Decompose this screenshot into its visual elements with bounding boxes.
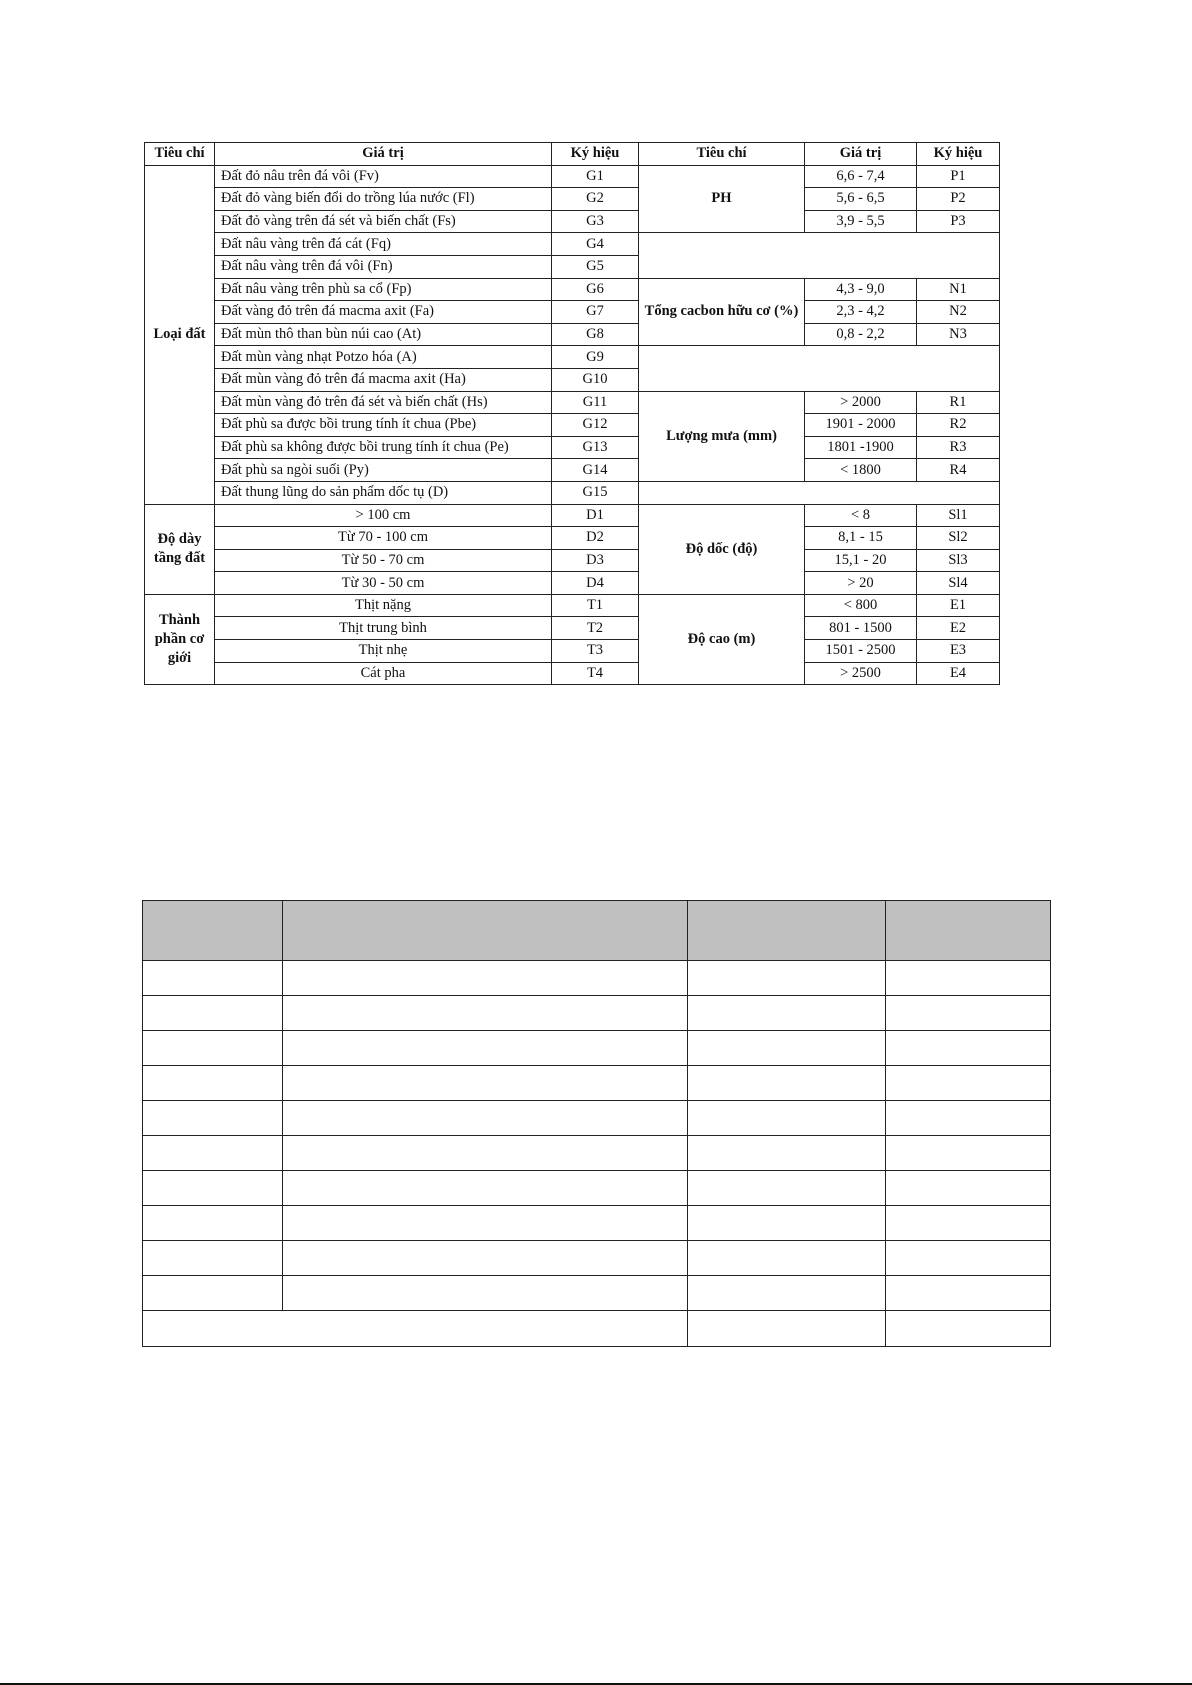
table-row	[143, 1031, 1051, 1066]
header-criteria-2: Tiêu chí	[639, 143, 805, 166]
cell-value: Đất thung lũng do sản phẩm dốc tụ (D)	[215, 481, 552, 504]
table-row	[145, 414, 1000, 437]
cell-code: G4	[552, 233, 639, 256]
table-cell	[688, 1101, 886, 1136]
table-row	[145, 459, 1000, 482]
table-cell	[886, 1171, 1051, 1206]
cell-code: Sl3	[917, 549, 1000, 572]
cell-code: R2	[917, 414, 1000, 437]
table-row	[143, 1171, 1051, 1206]
table-row	[145, 165, 1000, 188]
cell-value: < 1800	[805, 459, 917, 482]
header-cell	[143, 901, 283, 961]
cell-value: 801 - 1500	[805, 617, 917, 640]
table-cell	[143, 1311, 688, 1347]
table-row	[145, 391, 1000, 414]
cell-code: P2	[917, 188, 1000, 211]
table-row	[143, 1136, 1051, 1171]
table-cell	[143, 961, 283, 996]
blank-cell	[639, 233, 1000, 278]
cell-value: 5,6 - 6,5	[805, 188, 917, 211]
cell-value: > 20	[805, 572, 917, 595]
cell-code: D1	[552, 504, 639, 527]
table-row	[145, 527, 1000, 550]
header-cell	[688, 901, 886, 961]
cell-code: G8	[552, 323, 639, 346]
header-cell	[886, 901, 1051, 961]
cell-code: G3	[552, 210, 639, 233]
cell-code: E4	[917, 662, 1000, 685]
cell-value: Đất mùn vàng nhạt Potzo hóa (A)	[215, 346, 552, 369]
table-row	[143, 1206, 1051, 1241]
header-code-2: Ký hiệu	[917, 143, 1000, 166]
table-cell	[886, 1101, 1051, 1136]
cell-value: Thịt nặng	[215, 594, 552, 617]
cell-value: 0,8 - 2,2	[805, 323, 917, 346]
cell-code: G12	[552, 414, 639, 437]
cell-code: P1	[917, 165, 1000, 188]
table-cell	[886, 1276, 1051, 1311]
blank-cell	[639, 481, 1000, 504]
cell-code: G1	[552, 165, 639, 188]
cell-value: 1501 - 2500	[805, 640, 917, 663]
cell-code: G11	[552, 391, 639, 414]
cell-value: < 800	[805, 594, 917, 617]
table-row	[143, 961, 1051, 996]
cell-value: Từ 50 - 70 cm	[215, 549, 552, 572]
table-cell	[886, 1031, 1051, 1066]
table-cell	[688, 1276, 886, 1311]
cell-code: T1	[552, 594, 639, 617]
table-header-row	[143, 901, 1051, 961]
table-cell	[688, 1171, 886, 1206]
table-row	[145, 233, 1000, 256]
cell-value: Đất phù sa không được bồi trung tính ít chua (Pe)	[215, 436, 552, 459]
table-cell	[688, 1066, 886, 1101]
group-slope: Độ dốc (độ)	[639, 504, 805, 594]
empty-table	[142, 900, 1051, 1347]
table-row	[145, 617, 1000, 640]
cell-code: Sl1	[917, 504, 1000, 527]
table-row	[145, 572, 1000, 595]
cell-value: Thịt trung bình	[215, 617, 552, 640]
table-cell	[143, 1241, 283, 1276]
cell-code: G6	[552, 278, 639, 301]
cell-code: G15	[552, 481, 639, 504]
cell-value: > 2500	[805, 662, 917, 685]
table-cell	[688, 1311, 886, 1347]
cell-value: Đất nâu vàng trên đá cát (Fq)	[215, 233, 552, 256]
cell-code: N1	[917, 278, 1000, 301]
table-cell	[143, 1066, 283, 1101]
cell-value: 15,1 - 20	[805, 549, 917, 572]
cell-code: G14	[552, 459, 639, 482]
group-texture: Thành phần cơ giới	[145, 594, 215, 684]
cell-value: 6,6 - 7,4	[805, 165, 917, 188]
header-value-2: Giá trị	[805, 143, 917, 166]
table-row	[145, 504, 1000, 527]
cell-value: Đất phù sa được bồi trung tính ít chua (Pbe)	[215, 414, 552, 437]
cell-code: G9	[552, 346, 639, 369]
table-row	[145, 640, 1000, 663]
table-row	[145, 481, 1000, 504]
cell-code: G13	[552, 436, 639, 459]
cell-code: R1	[917, 391, 1000, 414]
header-code: Ký hiệu	[552, 143, 639, 166]
cell-code: G5	[552, 255, 639, 278]
table-header-row	[145, 143, 1000, 166]
table-row	[143, 1276, 1051, 1311]
cell-code: E3	[917, 640, 1000, 663]
cell-value: Đất đỏ nâu trên đá vôi (Fv)	[215, 165, 552, 188]
table-cell	[283, 1171, 688, 1206]
table-row	[145, 594, 1000, 617]
table-cell	[143, 1276, 283, 1311]
table-cell	[283, 1206, 688, 1241]
group-elevation: Độ cao (m)	[639, 594, 805, 684]
cell-value: < 8	[805, 504, 917, 527]
cell-code: T4	[552, 662, 639, 685]
table-cell	[688, 1241, 886, 1276]
cell-code: G10	[552, 368, 639, 391]
cell-value: Đất mùn vàng đỏ trên đá sét và biến chất (Hs)	[215, 391, 552, 414]
blank-cell	[639, 346, 1000, 391]
table-cell	[886, 996, 1051, 1031]
soil-criteria-table	[144, 142, 1000, 685]
cell-value: Từ 70 - 100 cm	[215, 527, 552, 550]
header-value: Giá trị	[215, 143, 552, 166]
cell-code: D3	[552, 549, 639, 572]
table-row	[145, 210, 1000, 233]
table-cell	[688, 961, 886, 996]
table-cell	[283, 996, 688, 1031]
table-row	[145, 188, 1000, 211]
table-cell	[143, 1101, 283, 1136]
cell-value: > 100 cm	[215, 504, 552, 527]
cell-code: Sl4	[917, 572, 1000, 595]
cell-code: G2	[552, 188, 639, 211]
cell-value: 1801 -1900	[805, 436, 917, 459]
table-cell	[283, 1031, 688, 1066]
table-cell	[886, 961, 1051, 996]
table-footer-row	[143, 1311, 1051, 1347]
cell-code: D2	[552, 527, 639, 550]
table-cell	[143, 1031, 283, 1066]
cell-code: E1	[917, 594, 1000, 617]
cell-code: P3	[917, 210, 1000, 233]
cell-value: Đất đỏ vàng trên đá sét và biến chất (Fs)	[215, 210, 552, 233]
table-cell	[886, 1241, 1051, 1276]
cell-code: E2	[917, 617, 1000, 640]
cell-value: 3,9 - 5,5	[805, 210, 917, 233]
cell-code: N2	[917, 301, 1000, 324]
table-row	[143, 996, 1051, 1031]
table-cell	[283, 1241, 688, 1276]
table-cell	[688, 1031, 886, 1066]
cell-code: T3	[552, 640, 639, 663]
group-carbon: Tổng cacbon hữu cơ (%)	[639, 278, 805, 346]
table-row	[143, 1066, 1051, 1101]
cell-value: 1901 - 2000	[805, 414, 917, 437]
cell-value: > 2000	[805, 391, 917, 414]
table-row	[145, 549, 1000, 572]
cell-code: R3	[917, 436, 1000, 459]
table-cell	[688, 996, 886, 1031]
cell-value: Đất đỏ vàng biến đổi do trồng lúa nước (Fl)	[215, 188, 552, 211]
table-row	[145, 301, 1000, 324]
cell-code: N3	[917, 323, 1000, 346]
table-cell	[283, 1101, 688, 1136]
cell-code: G7	[552, 301, 639, 324]
table-cell	[283, 1066, 688, 1101]
table-cell	[283, 961, 688, 996]
group-soil-type: Loại đất	[145, 165, 215, 504]
group-ph: PH	[639, 165, 805, 233]
table-cell	[688, 1136, 886, 1171]
table-cell	[143, 1206, 283, 1241]
table-row	[145, 278, 1000, 301]
cell-value: Đất mùn thô than bùn núi cao (At)	[215, 323, 552, 346]
table-cell	[143, 1171, 283, 1206]
cell-code: T2	[552, 617, 639, 640]
cell-value: Đất nâu vàng trên đá vôi (Fn)	[215, 255, 552, 278]
cell-value: Đất mùn vàng đỏ trên đá macma axit (Ha)	[215, 368, 552, 391]
cell-value: Từ 30 - 50 cm	[215, 572, 552, 595]
header-criteria: Tiêu chí	[145, 143, 215, 166]
table-cell	[688, 1206, 886, 1241]
table-row	[145, 436, 1000, 459]
table-row	[143, 1241, 1051, 1276]
table-cell	[283, 1276, 688, 1311]
group-rainfall: Lượng mưa (mm)	[639, 391, 805, 481]
cell-value: Thịt nhẹ	[215, 640, 552, 663]
cell-code: R4	[917, 459, 1000, 482]
table-row	[145, 323, 1000, 346]
cell-value: 4,3 - 9,0	[805, 278, 917, 301]
cell-value: Đất phù sa ngòi suối (Py)	[215, 459, 552, 482]
table-cell	[886, 1311, 1051, 1347]
cell-value: 8,1 - 15	[805, 527, 917, 550]
table-cell	[143, 996, 283, 1031]
table-row	[143, 1101, 1051, 1136]
cell-code: D4	[552, 572, 639, 595]
cell-value: 2,3 - 4,2	[805, 301, 917, 324]
table-cell	[143, 1136, 283, 1171]
header-cell	[283, 901, 688, 961]
cell-value: Cát pha	[215, 662, 552, 685]
table-cell	[283, 1136, 688, 1171]
table-cell	[886, 1066, 1051, 1101]
table-cell	[886, 1206, 1051, 1241]
table-row	[145, 346, 1000, 369]
table-cell	[886, 1136, 1051, 1171]
group-soil-depth: Độ dày tầng đất	[145, 504, 215, 594]
cell-value: Đất vàng đỏ trên đá macma axit (Fa)	[215, 301, 552, 324]
table-row	[145, 662, 1000, 685]
cell-value: Đất nâu vàng trên phù sa cổ (Fp)	[215, 278, 552, 301]
cell-code: Sl2	[917, 527, 1000, 550]
